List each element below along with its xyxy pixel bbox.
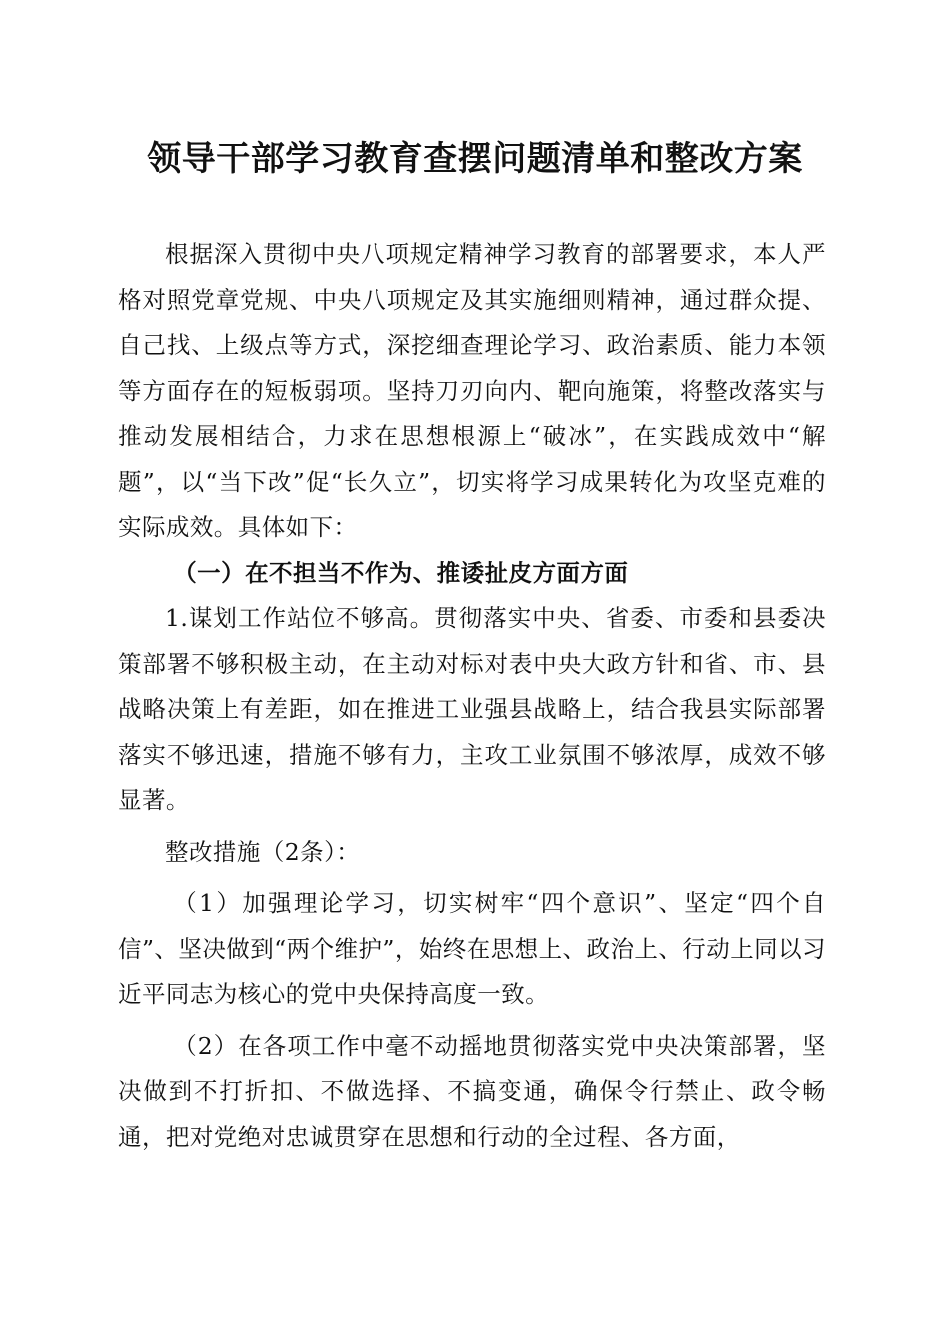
- measures-label: 整改措施（2条）：: [165, 837, 361, 866]
- measure-item: （2）在各项工作中毫不动摇地贯彻落实党中央决策部署，坚决做到不打折扣、不做选择、不搞变通，确保令行禁止、政令畅通，把对党绝对忠诚贯穿在思想和行动的全过程、各方面，: [118, 1031, 826, 1151]
- measure-item: （1）加强理论学习，切实树牢“四个意识”、坚定“四个自信”、坚决做到“两个维护”，始终在思想上、政治上、行动上同以习近平同志为核心的党中央保持高度一致。: [118, 889, 826, 1008]
- problem-paragraph: 1.谋划工作站位不够高。贯彻落实中央、省委、市委和县委决策部署不够积极主动，在主动对标对表中央大政方针和省、市、县战略决策上有差距，如在推进工业强县战略上，结合我县实际部署落实不够迅速，措施不够有力，主攻工业氛围不够浓厚，成效不够显著。: [118, 604, 826, 814]
- intro-paragraph: 根据深入贯彻中央八项规定精神学习教育的部署要求，本人严格对照党章党规、中央八项规定及其实施细则精神，通过群众提、自己找、上级点等方式，深挖细查理论学习、政治素质、能力本领等方面存在的短板弱项。坚持刀刃向内、靶向施策，将整改落实与推动发展相结合，力求在思想根源上“破冰”，在实践成效中“解题”，以“当下改”促“长久立”，切实将学习成果转化为攻坚克难的实际成效。具体如下：: [118, 240, 826, 541]
- section-heading: （一）在不担当不作为、推诿扯皮方面方面: [173, 558, 629, 587]
- document-body: [118, 232, 826, 1160]
- document-title: 领导干部学习教育查摆问题清单和整改方案: [147, 139, 803, 179]
